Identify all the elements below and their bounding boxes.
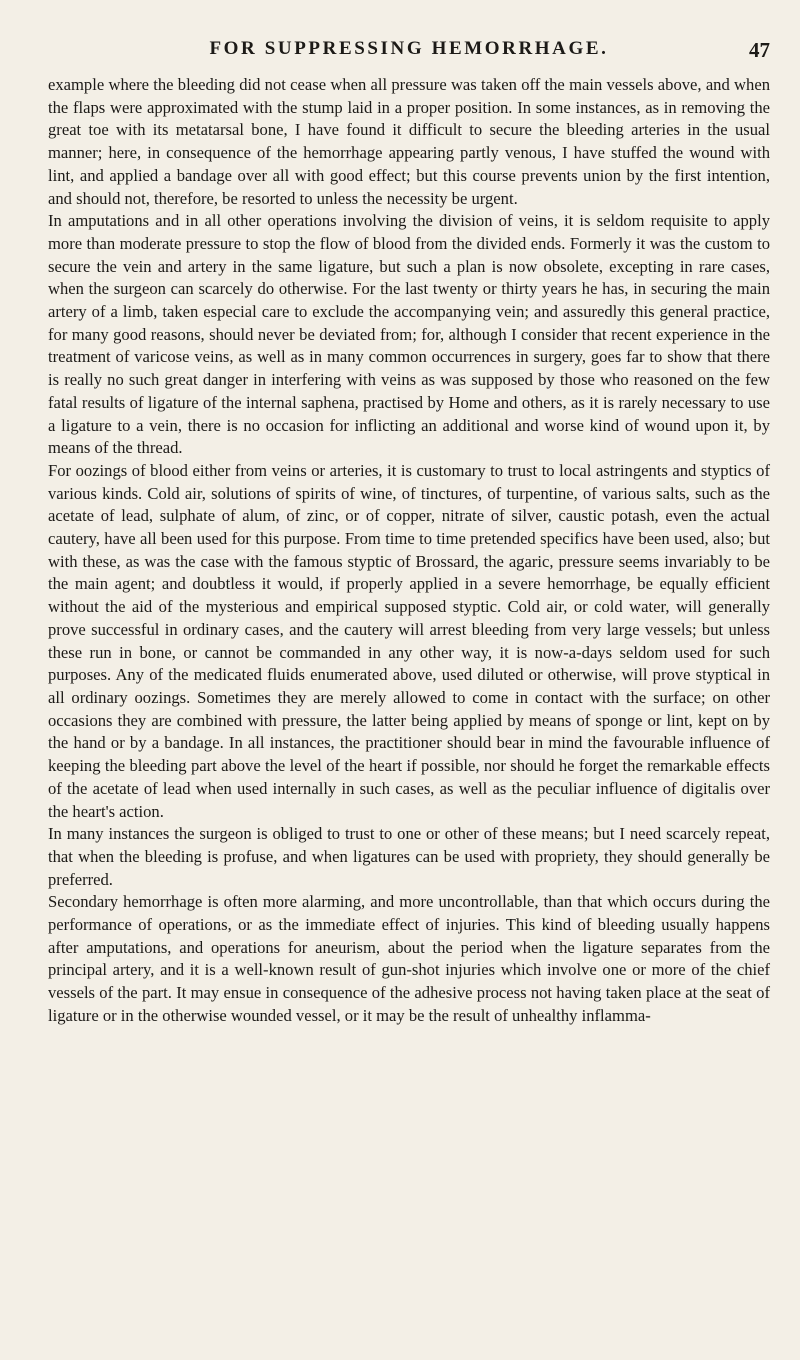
page-number: 47 bbox=[749, 38, 770, 62]
paragraph: In amputations and in all other operations involving the division of veins, it is seldom requisite to apply more than moderate pressure to stop the flow of blood from the divided ends. Formerly it was the custom to secure the vein and artery in the same ligature, but such a plan is now obsolete, excepting in rare cases, when the surgeon can scarcely do otherwise. For the last twenty or thirty years he has, in securing the main artery of a limb, taken especial care to exclude the accompanying vein; and assuredly this general practice, for many good reasons, should never be deviated from; for, although I consider that recent experience in the treatment of varicose veins, as well as in many common occurrences in surgery, goes far to show that there is really no such great danger in interfering with veins as was supposed by those who reasoned on the few fatal results of ligature of the internal saphena, practised by Home and others, as it is rarely necessary to use a ligature to a vein, there is no occasion for inflicting an additional and worse kind of wound upon it, by means of the thread. bbox=[48, 211, 770, 458]
paragraph: In many instances the surgeon is obliged to trust to one or other of these means; but I need scarcely repeat, that when the bleeding is profuse, and when ligatures can be used with propriety, they should generally be preferred. bbox=[48, 824, 770, 889]
running-title: FOR SUPPRESSING HEMORRHAGE. bbox=[209, 38, 609, 59]
paragraph: example where the bleeding did not cease when all pressure was taken off the main vessels above, and when the flaps were approximated with the stump laid in a proper position. In some instances, as in removing the great toe with its metatarsal bone, I have found it difficult to secure the bleeding arteries in the usual manner; here, in consequence of the hemorrhage appearing partly venous, I have stuffed the wound with lint, and applied a bandage over all with good effect; but this course prevents union by the first intention, and should not, therefore, be resorted to unless the necessity be urgent. bbox=[48, 75, 770, 208]
body-text bbox=[48, 74, 770, 1028]
paragraph: Secondary hemorrhage is often more alarming, and more uncontrollable, than that which occurs during the performance of operations, or as the immediate effect of injuries. This kind of bleeding usually happens after amputations, and operations for aneurism, about the period when the ligature separates from the principal artery, and it is a well-known result of gun-shot injuries which involve one or more of the chief vessels of the part. It may ensue in consequence of the adhesive process not having taken place at the seat of ligature or in the otherwise wounded vessel, or it may be the result of unhealthy inflamma- bbox=[48, 892, 770, 1025]
paragraph: For oozings of blood either from veins or arteries, it is customary to trust to local astringents and styptics of various kinds. Cold air, solutions of spirits of wine, of tinctures, of turpentine, of various salts, such as the acetate of lead, sulphate of alum, of zinc, or of copper, nitrate of silver, caustic potash, even the actual cautery, have all been used for this purpose. From time to time pretended specifics have been used, also; but with these, as was the case with the famous styptic of Brossard, the agaric, pressure seems invariably to be the main agent; and doubtless it would, if properly applied in a severe hemorrhage, be equally efficient without the aid of the mysterious and empirical supposed styptic. Cold air, or cold water, will generally prove successful in ordinary cases, and the cautery will arrest bleeding from very large vessels; but unless these run in bone, or cannot be commanded in any other way, it is now-a-days seldom used for such purposes. Any of the medicated fluids enumerated above, used diluted or otherwise, will prove styptical in all ordinary oozings. Sometimes they are merely allowed to come in contact with the surface; on other occasions they are combined with pressure, the latter being applied by means of sponge or lint, kept on by the hand or by a bandage. In all instances, the practitioner should bear in mind the favourable influence of keeping the bleeding part above the level of the heart if possible, nor should he forget the remarkable effects of the acetate of lead when used internally in such cases, as well as the peculiar influence of digitalis over the heart's action. bbox=[48, 460, 770, 821]
running-head bbox=[48, 38, 770, 74]
